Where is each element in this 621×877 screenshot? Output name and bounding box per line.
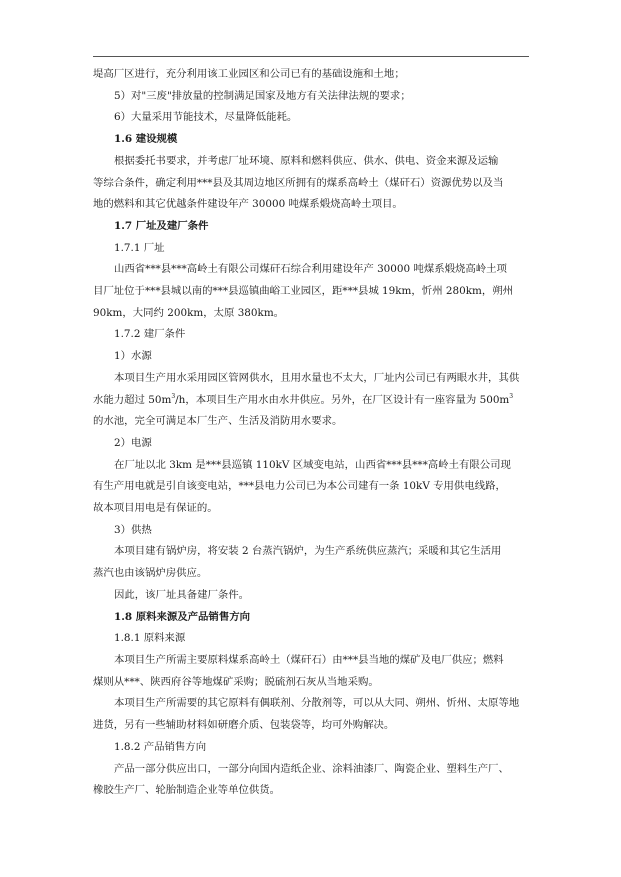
paragraph-line: 本项目生产用水采用园区管网供水，且用水量也不太大，厂址内公司已有两眼水井，其供 <box>114 371 520 384</box>
subsection-heading-1-8-1: 1.8.1 原料来源 <box>114 632 186 645</box>
paragraph-line <box>93 390 530 412</box>
list-item: 6）大量采用节能技术，尽量降低能耗。 <box>114 111 298 124</box>
paragraph-line: 产品一部分供应出口，一部分向国内造纸企业、涂料油漆厂、陶瓷企业、塑料生产厂、 <box>114 762 509 775</box>
paragraph-line: 目厂址位于***县城以南的***县巡镇曲峪工业园区，距***县城 19km，忻州 280km，朔州 <box>93 285 514 298</box>
paragraph-line: 本项目生产所需主要原料煤系高岭土（煤矸石）由***县当地的煤矿及电厂供应；燃料 <box>114 653 504 666</box>
paragraph-line: 在厂址以北 3km 是***县巡镇 110kV 区域变电站，山西省***县***高岭土有限公司现 <box>114 458 511 471</box>
paragraph-line: 本项目生产所需要的其它原料有偶联剂、分散剂等，可以从大同、朔州、忻州、太原等地 <box>114 697 520 710</box>
paragraph-line: 堤高厂区进行，充分利用该工业园区和公司已有的基础设施和土地； <box>93 68 405 80</box>
item-heading-power: 2）电源 <box>114 436 152 449</box>
section-heading-1-7: 1.7 厂址及建厂条件 <box>114 219 209 232</box>
paragraph-line: 地的燃料和其它优越条件建设年产 30000 吨煤系煅烧高岭土项目。 <box>93 198 403 211</box>
item-heading-heat: 3）供热 <box>114 523 152 536</box>
paragraph-line: 的水池，完全可满足本厂生产、生活及消防用水要求。 <box>93 415 343 428</box>
paragraph-line: 有生产用电就是引自该变电站，***县电力公司已为本公司建有一条 10kV 专用供电线路， <box>93 480 506 493</box>
list-item: 5）对"三废"排放量的控制满足国家及地方有关法律法规的要求； <box>114 89 411 102</box>
paragraph-line: 山西省***县***高岭土有限公司煤矸石综合利用建设年产 30000 吨煤系煅烧高岭土项 <box>114 263 507 276</box>
paragraph-line: 本项目建有锅炉房，将安装 2 台蒸汽锅炉，为生产系统供应蒸汽；采暖和其它生活用 <box>114 545 502 558</box>
paragraph-line: 因此，该厂址具备建厂条件。 <box>114 588 250 601</box>
paragraph-line: 故本项目用电是有保证的。 <box>93 502 218 515</box>
superscript: 3 <box>171 392 176 400</box>
paragraph-line: 90km，大同约 200km，太原 380km。 <box>93 306 285 319</box>
paragraph-line: 等综合条件，确定利用***县及其周边地区所拥有的煤系高岭土（煤矸石）资源优势以及当 <box>93 176 504 189</box>
document-body <box>93 64 530 802</box>
paragraph-line: 橡胶生产厂、轮胎制造企业等单位供货。 <box>93 784 281 797</box>
subsection-heading-1-7-1: 1.7.1 厂址 <box>114 241 165 254</box>
paragraph-line: 进货，另有一些辅助材料如研磨介质、包装袋等，均可外购解决。 <box>93 719 395 732</box>
paragraph-line: 蒸汽也由该锅炉房供应。 <box>93 567 208 580</box>
item-heading-water: 1）水源 <box>114 350 152 363</box>
subsection-heading-1-7-2: 1.7.2 建厂条件 <box>114 328 186 341</box>
text-run: /h，本项目生产用水由水井供应。另外，在厂区设计有一座容量为 500m <box>175 393 510 406</box>
section-heading-1-6: 1.6 建设规模 <box>114 133 178 146</box>
text-run: 水能力超过 50m <box>93 393 172 406</box>
section-heading-1-8: 1.8 原料来源及产品销售方向 <box>114 610 250 623</box>
paragraph-line: 根据委托书要求，并考虑厂址环境、原料和燃料供应、供水、供电、资金来源及运输 <box>114 154 499 167</box>
superscript: 3 <box>509 392 514 400</box>
subsection-heading-1-8-2: 1.8.2 产品销售方向 <box>114 740 207 753</box>
paragraph-line: 煤则从***、陕西府谷等地煤矿采购；脱硫剂石灰从当地采购。 <box>93 675 379 688</box>
header-rule <box>93 56 529 57</box>
